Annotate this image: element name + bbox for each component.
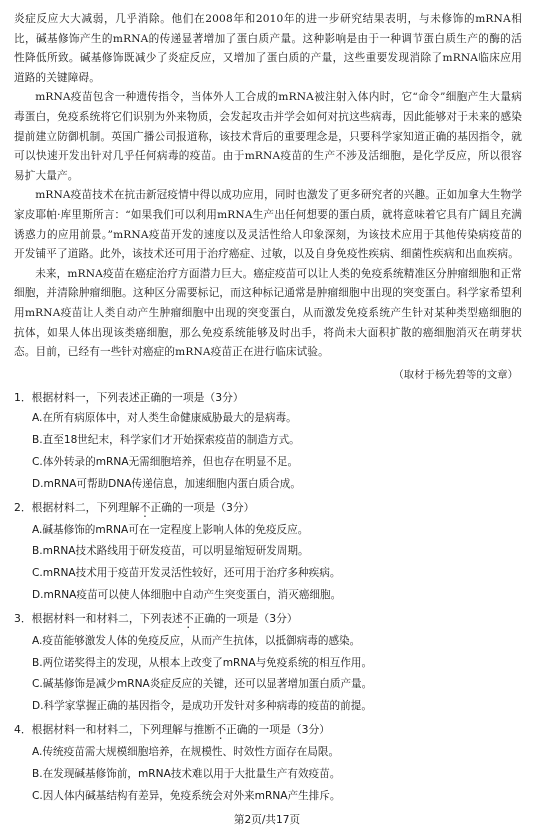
option-a: A.碱基修饰的mRNA可在一定程度上影响人体的免疫反应。 — [32, 523, 309, 536]
option-b: B.在发现碱基修饰前，mRNA技术难以用于大批量生产有效疫苗。 — [32, 767, 341, 780]
source-citation: （取材于杨先碧等的文章） — [393, 368, 518, 381]
stem-part: 2．根据材料二，下列理解 — [14, 500, 140, 514]
stem-emphasis: 不 — [139, 500, 151, 514]
question-stem — [14, 719, 522, 742]
passage-paragraph-4: 未来，mRNA疫苗在癌症治疗方面潜力巨大。癌症疫苗可以让人类的免疫系统精准区分肿瘤细胞和正常细胞，并清除肿瘤细胞。这种区分需要标记，而这种标记通常是肿瘤细胞中出现的突变蛋白。科学家希望利用mRNA疫苗让人类自动产生肿瘤细胞中出现的突变蛋白，从而激发免疫系统产生针对某种类型癌细胞的抗体，如果人体出现该类癌细胞，那么免疫系统能够及时出手，将尚未大面积扩散的癌细胞消灭在萌芽状态。目前，已经有一些针对癌症的mRNA疫苗正在进行临床试验。 — [14, 267, 522, 359]
option-a: A.疫苗能够激发人体的免疫反应，从而产生抗体，以抵御病毒的感染。 — [32, 634, 361, 647]
option-b: B.mRNA技术路线用于研发疫苗，可以明显缩短研发周期。 — [32, 545, 309, 558]
option-c: C.碱基修饰是减少mRNA炎症反应的关键，还可以显著增加蛋白质产量。 — [32, 678, 373, 691]
question-4 — [14, 719, 522, 807]
stem-part: 3．根据材料一和材料二，下列表述 — [14, 611, 183, 625]
passage-paragraph-2: mRNA疫苗包含一种遗传指令，当体外人工合成的mRNA被注射入体内时，它“命令”细胞产生大量病毒蛋白，免疫系统将它们识别为外来物质，会发起攻击并学会如何对抗这些病毒，因此能够对于未来的感染提前建立防御机制。英国广播公司报道称，该技术背后的重要理念是，只要科学家知道正确的基因指令，就可以快速开发出针对几乎任何病毒的疫苗。由于mRNA疫苗的生产不涉及活细胞，是化学反应，所以很容易扩大量产。 — [14, 91, 522, 182]
question-2 — [14, 497, 522, 607]
passage-paragraph-3: mRNA疫苗技术在抗击新冠疫情中得以成功应用，同时也激发了更多研究者的兴趣。正如加拿大生物学家皮耶帕·库里斯所言：“如果我们可以利用mRNA生产出任何想要的蛋白质，就将意味着它具有广阔且充满诱惑力的应用前景。”mRNA疫苗开发的速度以及灵活性给人印象深刻，为该技术应用于其他传染病疫苗的开发铺平了道路。此外，该技术还可用于治疗癌症、过敏，以及自身免疫性疾病、细菌性疾病和出血疾病。 — [14, 189, 522, 261]
question-3 — [14, 608, 522, 718]
option-d: D.科学家掌握正确的基因指令，是成功开发针对多种病毒的疫苗的前提。 — [32, 700, 372, 713]
option-c: C.体外转录的mRNA无需细胞培养，但也存在明显不足。 — [32, 456, 299, 469]
stem-part: 正确的一项是（3分） — [193, 611, 298, 625]
page-number: 第2页/共17页 — [233, 814, 301, 826]
stem-emphasis: 不 — [182, 611, 194, 625]
option-a: A.在所有病原体中，对人类生命健康威胁最大的是病毒。 — [32, 412, 297, 425]
option-a: A.传统疫苗需大规模细胞培养，在规模性、时效性方面存在局限。 — [32, 746, 340, 759]
option-b: B.两位诺奖得主的发现，从根本上改变了mRNA与免疫系统的相互作用。 — [32, 656, 373, 669]
passage-paragraph-1: 炎症反应大大减弱，几乎消除。他们在2008年和2010年的进一步研究结果表明，与未修饰的mRNA相比，碱基修饰产生的mRNA的传递显著增加了蛋白质产量。这种影响是由于一种调节蛋白质生产的酶的活性降低所致。碱基修饰既减少了炎症反应，又增加了蛋白质的产量，这些重要发现消除了mRNA临床应用道路的关键障碍。 — [14, 13, 522, 84]
option-d: D.mRNA疫苗可以使人体细胞中自动产生突变蛋白，消灭癌细胞。 — [32, 589, 342, 602]
question-stem: 1．根据材料一，下列表述正确的一项是（3分） — [14, 390, 244, 404]
stem-emphasis: 不 — [215, 723, 227, 737]
exam-page — [14, 10, 522, 807]
question-stem — [14, 497, 522, 520]
option-b: B.直至18世纪末，科学家们才开始探索疫苗的制造方式。 — [32, 434, 300, 447]
question-stem — [14, 608, 522, 631]
stem-part: 正确的一项是（3分） — [226, 723, 331, 737]
reading-passage — [14, 10, 522, 363]
stem-part: 4．根据材料一和材料二，下列理解与推断 — [14, 723, 216, 737]
option-c: C.因人体内碱基结构有差异，免疫系统会对外来mRNA产生排斥。 — [32, 789, 341, 802]
option-d: D.mRNA可帮助DNA传递信息，加速细胞内蛋白质合成。 — [32, 477, 301, 490]
option-c: C.mRNA技术用于疫苗开发灵活性较好，还可用于治疗多种疾病。 — [32, 567, 341, 580]
stem-part: 正确的一项是（3分） — [150, 500, 255, 514]
question-1 — [14, 387, 522, 496]
